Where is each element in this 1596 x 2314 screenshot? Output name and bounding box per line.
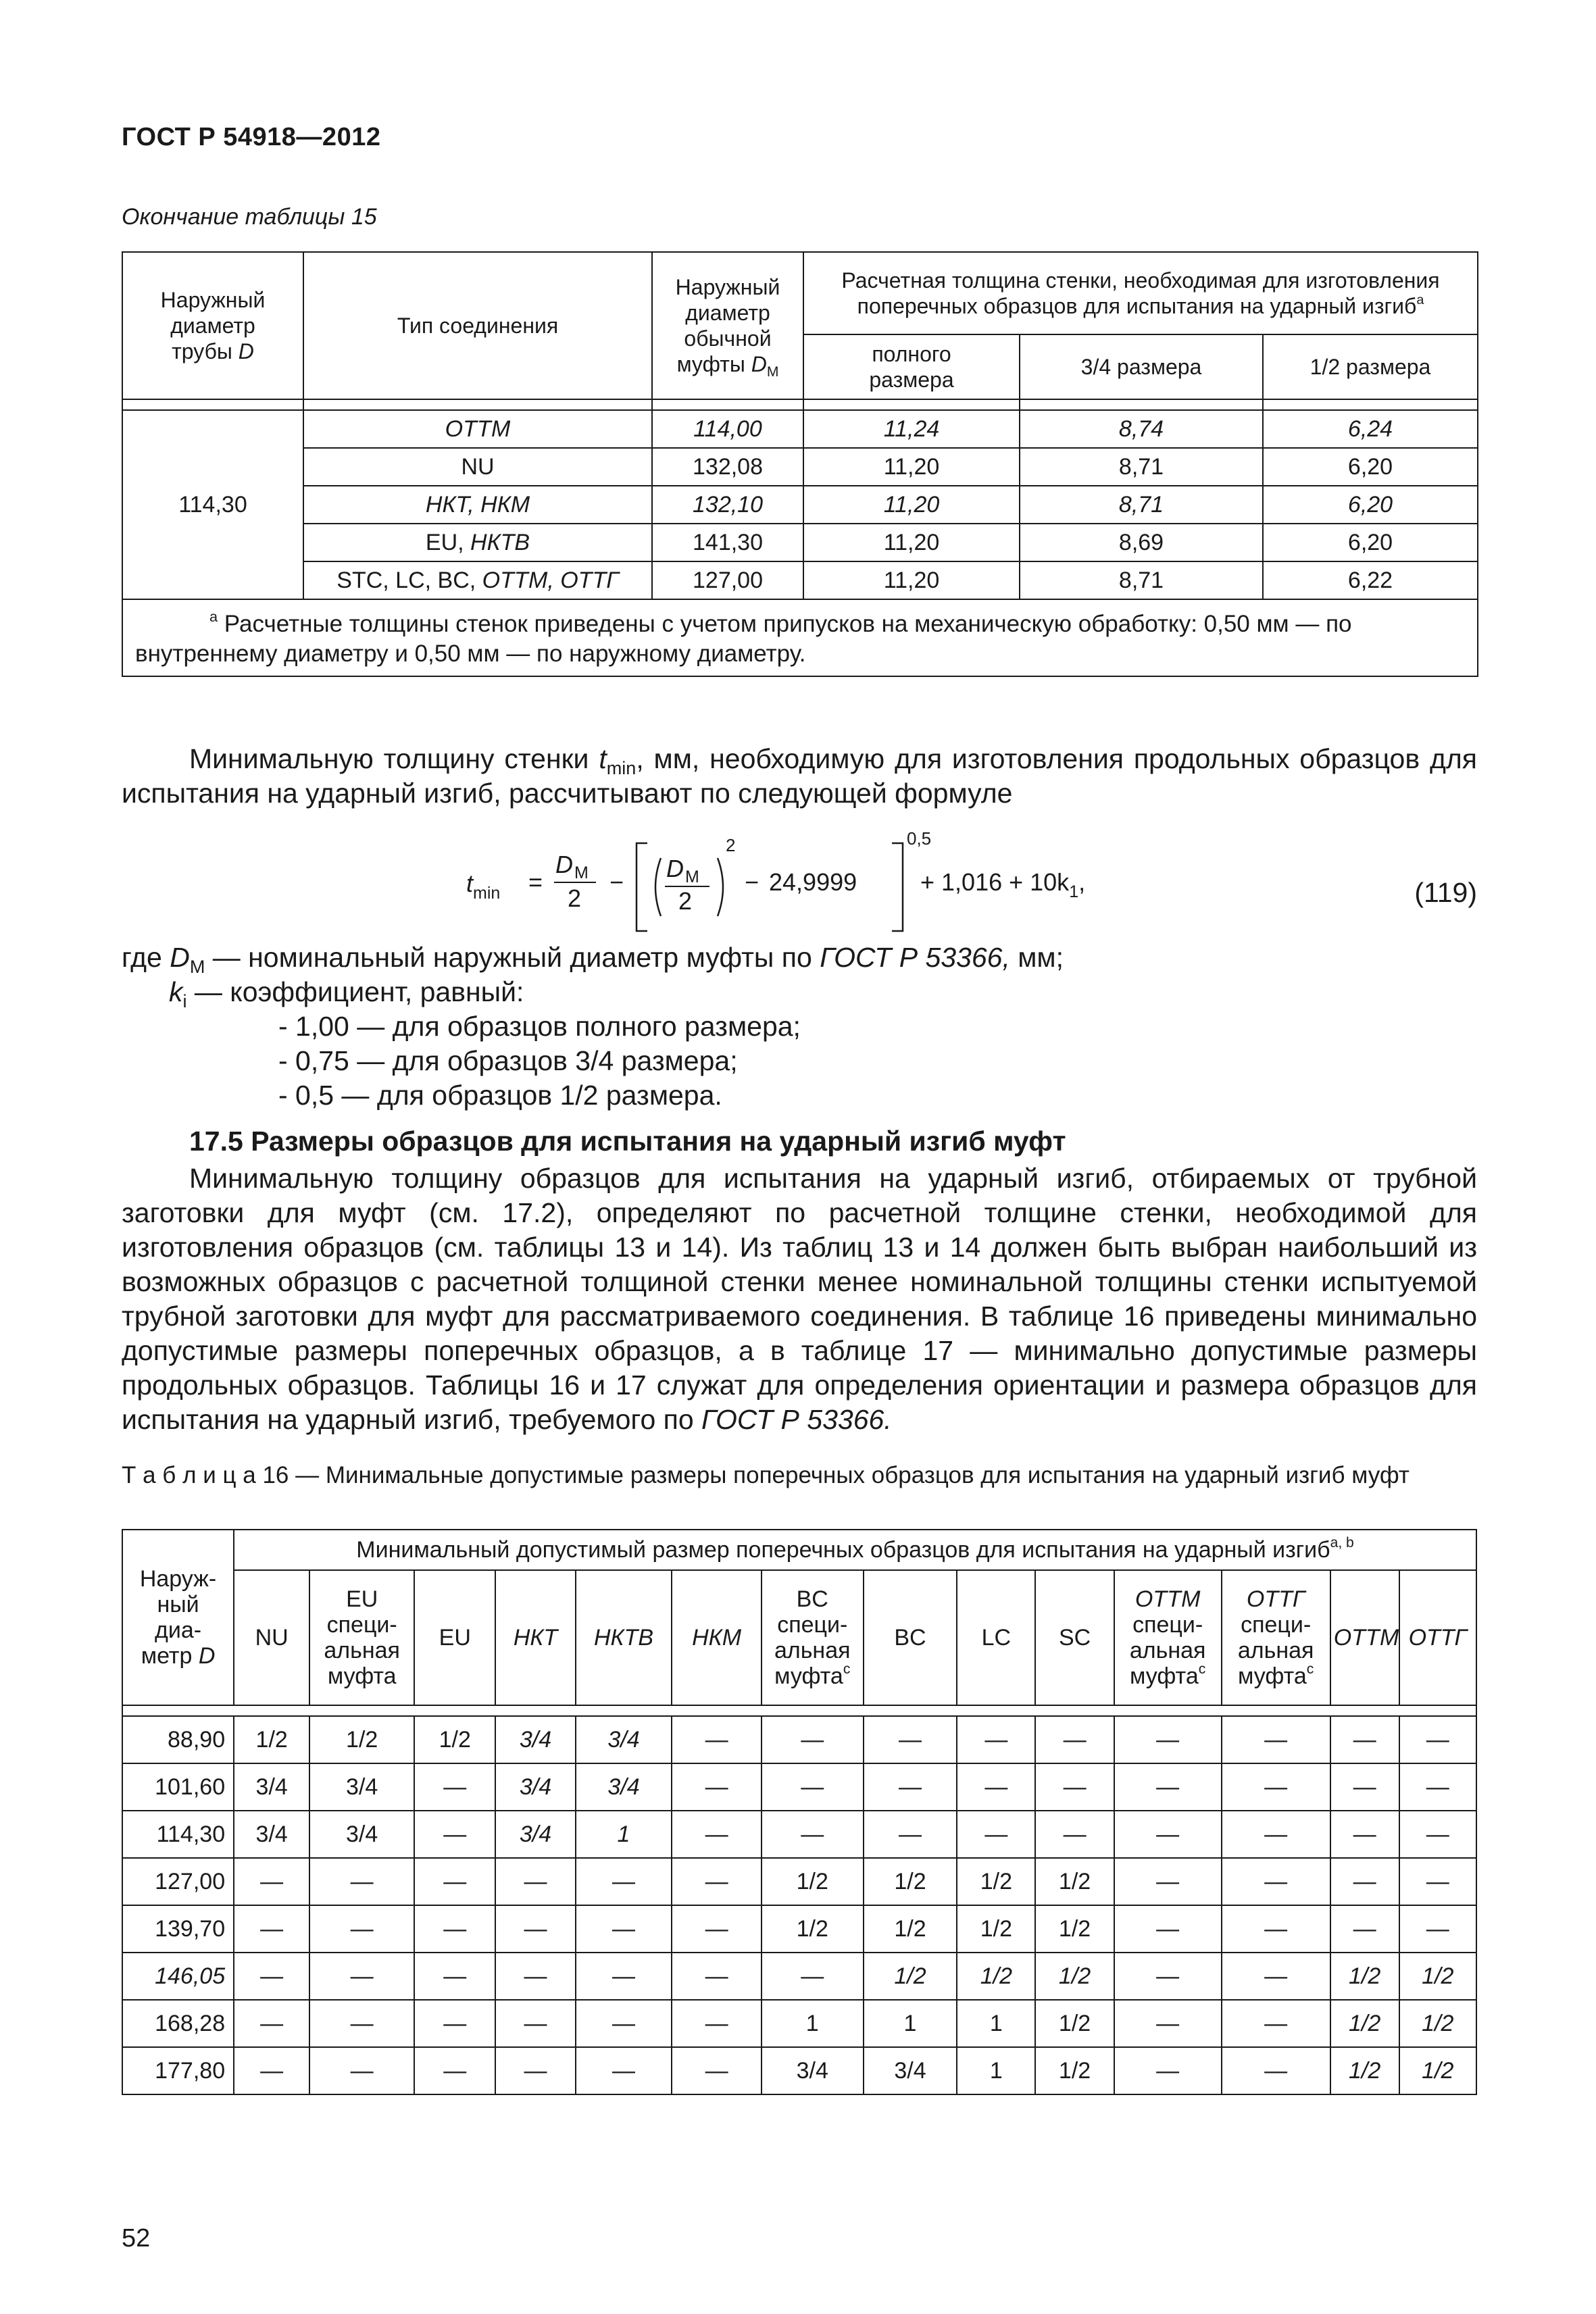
t15-cell-dm: 132,08 (652, 448, 803, 486)
t16-cell: — (1222, 1905, 1330, 1953)
t15-cell-half: 6,20 (1263, 448, 1478, 486)
table15-caption: Окончание таблицы 15 (122, 204, 377, 230)
t16-cell: 1/2 (864, 1858, 957, 1905)
t16-cell: 1/2 (864, 1953, 957, 2000)
where-item-1: - 1,00 — для образцов полного размера; (278, 1011, 801, 1042)
t15-cell-type: EU, НКТВ (303, 524, 652, 561)
t16-cell: — (1114, 1858, 1222, 1905)
t16-cell: — (1330, 1716, 1399, 1763)
t16-cell: — (234, 1953, 309, 2000)
t16-header-col: NU (234, 1570, 309, 1705)
t16-cell: 3/4 (495, 1811, 575, 1858)
t16-cell: 1/2 (1330, 1953, 1399, 2000)
where-k: $k_i$ — коэффициент, равный: (169, 976, 524, 1012)
t16-cell: — (1114, 1905, 1222, 1953)
t16-cell: — (309, 1905, 414, 1953)
where-item-2: - 0,75 — для образцов 3/4 размера; (278, 1045, 738, 1076)
t16-cell: — (1114, 1716, 1222, 1763)
formula-number: (119) (1414, 877, 1477, 908)
t15-header-three-quarter: 3/4 размера (1020, 334, 1263, 399)
t16-cell: — (1330, 1763, 1399, 1811)
table16-caption: Т а б л и ц а 16 — Минимальные допустимые размеры поперечных образцов для испытания на ударный изгиб муфт (122, 1462, 1410, 1488)
t16-cell: 1 (957, 2047, 1035, 2094)
t16-cell: — (576, 2000, 672, 2047)
t16-diameter-cell: 127,00 (122, 1858, 234, 1905)
page-number: 52 (122, 2224, 151, 2253)
t16-diameter-cell: 177,80 (122, 2047, 234, 2094)
t16-header-col: НКТВ (576, 1570, 672, 1705)
t16-header-col: ОТТГ (1399, 1570, 1476, 1705)
t15-cell-three-quarter: 8,71 (1020, 486, 1263, 524)
t15-row (122, 486, 1478, 524)
svg-text:+ 1,016 + 10k1,: + $1,016 + 10k_1$, (920, 868, 1086, 901)
t16-row (122, 1763, 1476, 1811)
t16-header-col: BC (864, 1570, 957, 1705)
t16-cell: 1/2 (1399, 1953, 1476, 2000)
t16-row (122, 1811, 1476, 1858)
t15-cell-full: 11,20 (803, 486, 1020, 524)
t16-cell: 1/2 (957, 1858, 1035, 1905)
t16-diameter-cell: 139,70 (122, 1905, 234, 1953)
t15-row (122, 524, 1478, 561)
t16-cell: — (1399, 1763, 1476, 1811)
t16-header-col: ОТТМ (1330, 1570, 1399, 1705)
t16-cell: — (1114, 2000, 1222, 2047)
t16-header-col: LC (957, 1570, 1035, 1705)
t16-cell: 3/4 (576, 1763, 672, 1811)
t15-cell-three-quarter: 8,71 (1020, 561, 1263, 599)
t16-cell: 1/2 (1035, 1953, 1114, 2000)
t15-header-half: 1/2 размера (1263, 334, 1478, 399)
table16 (122, 1529, 1477, 2095)
t16-cell: — (576, 1905, 672, 1953)
t16-cell: 1 (957, 2000, 1035, 2047)
t16-cell: 1/2 (234, 1716, 309, 1763)
t16-cell: 3/4 (234, 1763, 309, 1811)
t16-header-col: НКМ (672, 1570, 762, 1705)
t16-cell: — (1222, 1716, 1330, 1763)
t16-cell: — (309, 1953, 414, 2000)
t15-footnote: $^a$ Расчетные толщины стенок приведены с учетом припусков на механическую обработку: 0,50 мм — по внутреннему диаметру и 0,50 мм — по наружному диаметру. (122, 599, 1478, 676)
t16-cell: — (864, 1716, 957, 1763)
svg-text:−: − (745, 868, 759, 896)
t15-header-full: полного размера (803, 334, 1020, 399)
t16-cell: — (414, 1905, 495, 1953)
t16-cell: 3/4 (864, 2047, 957, 2094)
t16-cell: 3/4 (309, 1811, 414, 1858)
t16-cell: 3/4 (234, 1811, 309, 1858)
t15-cell-full: 11,20 (803, 448, 1020, 486)
t16-cell: — (495, 1953, 575, 2000)
t16-cell: — (864, 1811, 957, 1858)
t16-cell: — (414, 2047, 495, 2094)
t16-cell: 1/2 (1035, 1905, 1114, 1953)
t15-row (122, 448, 1478, 486)
t16-header-diameter: Наруж- ный диа- метр D (122, 1530, 234, 1705)
t15-cell-dm: 114,00 (652, 410, 803, 448)
t16-cell: — (762, 1953, 864, 2000)
t16-cell: — (1399, 1905, 1476, 1953)
t15-cell-type: STC, LC, BC, ОТТМ, ОТТГ (303, 561, 652, 599)
t16-cell: — (762, 1811, 864, 1858)
t16-cell: — (1222, 1811, 1330, 1858)
t16-cell: 1 (576, 1811, 672, 1858)
t16-cell: — (672, 1716, 762, 1763)
t16-cell: 1/2 (1399, 2047, 1476, 2094)
t15-cell-three-quarter: 8,74 (1020, 410, 1263, 448)
t16-cell: — (672, 1953, 762, 2000)
t15-cell-three-quarter: 8,69 (1020, 524, 1263, 561)
table15 (122, 251, 1478, 677)
t16-cell: 1/2 (1330, 2047, 1399, 2094)
t16-diameter-cell: 114,30 (122, 1811, 234, 1858)
t16-cell: — (309, 2047, 414, 2094)
t16-cell: 1/2 (864, 1905, 957, 1953)
t16-cell: — (1222, 2000, 1330, 2047)
t16-cell: — (672, 1811, 762, 1858)
t16-cell: — (495, 1905, 575, 1953)
t15-header-connection: Тип соединения (303, 252, 652, 399)
t16-cell: 3/4 (309, 1763, 414, 1811)
t16-cell: — (672, 2000, 762, 2047)
t16-diameter-cell: 146,05 (122, 1953, 234, 2000)
t16-cell: — (414, 2000, 495, 2047)
t16-cell: — (309, 2000, 414, 2047)
t16-cell: — (234, 2047, 309, 2094)
svg-text:D: D (666, 855, 684, 882)
t16-cell: — (1222, 1858, 1330, 1905)
t15-header-coupling-diameter: Наружный диаметр обычной муфты $D_M$ (652, 252, 803, 399)
t16-header-col: ОТТМ специ- альная муфта$^c$ (1114, 1570, 1222, 1705)
t16-cell: — (1114, 1811, 1222, 1858)
t16-diameter-cell: 168,28 (122, 2000, 234, 2047)
t16-row (122, 1716, 1476, 1763)
t15-cell-type: НКТ, НКМ (303, 486, 652, 524)
t16-cell: 1/2 (1399, 2000, 1476, 2047)
t16-cell: — (1399, 1858, 1476, 1905)
t16-cell: — (1330, 1905, 1399, 1953)
t15-cell-dm: 141,30 (652, 524, 803, 561)
t15-diameter-cell: 114,30 (122, 410, 303, 599)
t16-cell: — (1035, 1716, 1114, 1763)
svg-text:D: D (555, 851, 573, 878)
t16-cell: 3/4 (495, 1716, 575, 1763)
t16-row (122, 1858, 1476, 1905)
t16-cell: 1/2 (762, 1905, 864, 1953)
where-item-3: - 0,5 — для образцов 1/2 размера. (278, 1080, 722, 1111)
t16-header-col: SC (1035, 1570, 1114, 1705)
t16-header-col: НКТ (495, 1570, 575, 1705)
document-id: ГОСТ Р 54918—2012 (122, 123, 381, 151)
svg-text:M: M (574, 863, 589, 882)
t16-cell: — (762, 1716, 864, 1763)
t16-cell: 1/2 (957, 1953, 1035, 2000)
t16-cell: — (1399, 1716, 1476, 1763)
t15-cell-full: 11,20 (803, 561, 1020, 599)
t16-cell: — (414, 1858, 495, 1905)
svg-text:2: 2 (726, 835, 736, 855)
t16-cell: — (957, 1811, 1035, 1858)
t15-row (122, 410, 1478, 448)
t16-cell: — (762, 1763, 864, 1811)
t16-cell: 1/2 (1330, 2000, 1399, 2047)
t15-cell-half: 6,22 (1263, 561, 1478, 599)
t15-row (122, 561, 1478, 599)
t16-cell: 3/4 (495, 1763, 575, 1811)
t16-cell: — (1330, 1811, 1399, 1858)
t16-header-col: EU (414, 1570, 495, 1705)
svg-text:M: M (685, 867, 699, 886)
t16-cell: — (1035, 1811, 1114, 1858)
t16-cell: — (414, 1811, 495, 1858)
t16-cell: — (414, 1763, 495, 1811)
t16-header-col: ОТТГ специ- альная муфта$^c$ (1222, 1570, 1330, 1705)
t16-diameter-cell: 101,60 (122, 1763, 234, 1811)
paragraph-min-thickness: Минимальную толщину стенки $t_{min}$, мм, необходимую для изготовления продольных образцов для испытания на ударный изгиб, рассчитывают по следующей формуле (122, 743, 1478, 809)
t15-cell-three-quarter: 8,71 (1020, 448, 1263, 486)
t16-cell: — (495, 2000, 575, 2047)
svg-text:−: − (609, 868, 624, 896)
t16-cell: — (1399, 1811, 1476, 1858)
t16-cell: 3/4 (576, 1716, 672, 1763)
t16-cell: — (1114, 2047, 1222, 2094)
t16-cell: — (309, 1858, 414, 1905)
t16-cell: 1 (864, 2000, 957, 2047)
t16-cell: 1/2 (1035, 2000, 1114, 2047)
svg-text:tmin: $t_{min}$ (466, 870, 501, 903)
t16-cell: — (957, 1763, 1035, 1811)
t16-cell: — (414, 1953, 495, 2000)
formula-119 (466, 831, 1108, 939)
t16-cell: 1/2 (1035, 2047, 1114, 2094)
t16-row (122, 1953, 1476, 2000)
t15-header-group: Расчетная толщина стенки, необходимая для изготовления поперечных образцов для испытания на ударный изгиб$^a$ (803, 252, 1478, 334)
t16-cell: — (672, 2047, 762, 2094)
t16-cell: — (576, 1858, 672, 1905)
t16-header-col: BC специ- альная муфта$^c$ (762, 1570, 864, 1705)
t16-cell: 1/2 (309, 1716, 414, 1763)
t15-cell-type: NU (303, 448, 652, 486)
t16-cell: — (672, 1858, 762, 1905)
t16-cell: — (495, 1858, 575, 1905)
t15-header-diameter: Наружный диаметр трубы D (122, 252, 303, 399)
section-body: Минимальную толщину образцов для испытания на ударный изгиб, отбираемых от трубной заготовки для муфт (см. 17.2), определяют по расчетной толщине стенки, необходимой для изготовления образцов (см. таблицы 13 и 14). Из таблиц 13 и 14 должен быть выбран наибольший из возможных образцов с расчетной толщиной стенки менее номинальной толщины стенки испытуемой трубной заготовки для муфт для рассматриваемого соединения. В таблице 16 приведены минимально допустимые размеры поперечных образцов, а в таблице 17 — минимально допустимые размеры продольных образцов. Таблицы 16 и 17 служат для определения ориентации и размера образцов для испытания на ударный изгиб, требуемого по ГОСТ Р 53366. (122, 1163, 1477, 1435)
t16-header-group: Минимальный допустимый размер поперечных образцов для испытания на ударный изгиб$^{a, b}$ (234, 1530, 1476, 1570)
t16-cell: — (672, 1763, 762, 1811)
t15-cell-full: 11,24 (803, 410, 1020, 448)
t16-header-col: EU специ- альная муфта (309, 1570, 414, 1705)
t16-cell: — (576, 2047, 672, 2094)
t16-cell: — (1114, 1953, 1222, 2000)
t16-cell: — (672, 1905, 762, 1953)
t15-cell-half: 6,20 (1263, 524, 1478, 561)
t15-cell-half: 6,24 (1263, 410, 1478, 448)
svg-text:2: 2 (678, 887, 693, 915)
t16-cell: 1/2 (957, 1905, 1035, 1953)
t16-cell: — (957, 1716, 1035, 1763)
t16-row (122, 2047, 1476, 2094)
t15-cell-half: 6,20 (1263, 486, 1478, 524)
t16-cell: — (864, 1763, 957, 1811)
t15-cell-dm: 132,10 (652, 486, 803, 524)
t15-cell-dm: 127,00 (652, 561, 803, 599)
t16-cell: — (234, 1858, 309, 1905)
t16-diameter-cell: 88,90 (122, 1716, 234, 1763)
svg-text:0,5: 0,5 (907, 831, 932, 849)
t16-cell: — (495, 2047, 575, 2094)
svg-text:2: 2 (568, 884, 582, 912)
t16-cell: — (234, 2000, 309, 2047)
t16-cell: 3/4 (762, 2047, 864, 2094)
t16-cell: — (234, 1905, 309, 1953)
section-title: 17.5 Размеры образцов для испытания на ударный изгиб муфт (189, 1126, 1066, 1157)
t16-cell: — (1114, 1763, 1222, 1811)
t16-cell: — (1222, 1763, 1330, 1811)
t16-cell: — (1330, 1858, 1399, 1905)
t16-cell: 1/2 (414, 1716, 495, 1763)
t16-cell: — (1222, 1953, 1330, 2000)
t16-cell: — (1222, 2047, 1330, 2094)
t16-cell: 1/2 (762, 1858, 864, 1905)
t16-cell: 1 (762, 2000, 864, 2047)
t16-row (122, 1905, 1476, 1953)
svg-text:=: = (528, 868, 543, 896)
t16-cell: — (1035, 1763, 1114, 1811)
svg-text:24,9999: 24,9999 (769, 868, 857, 896)
t16-row (122, 2000, 1476, 2047)
t15-cell-full: 11,20 (803, 524, 1020, 561)
where-dm: где $D_M$ — номинальный наружный диаметр муфты по ГОСТ Р 53366, мм; (122, 942, 1064, 978)
t15-cell-type: ОТТМ (303, 410, 652, 448)
t16-cell: — (576, 1953, 672, 2000)
t16-cell: 1/2 (1035, 1858, 1114, 1905)
